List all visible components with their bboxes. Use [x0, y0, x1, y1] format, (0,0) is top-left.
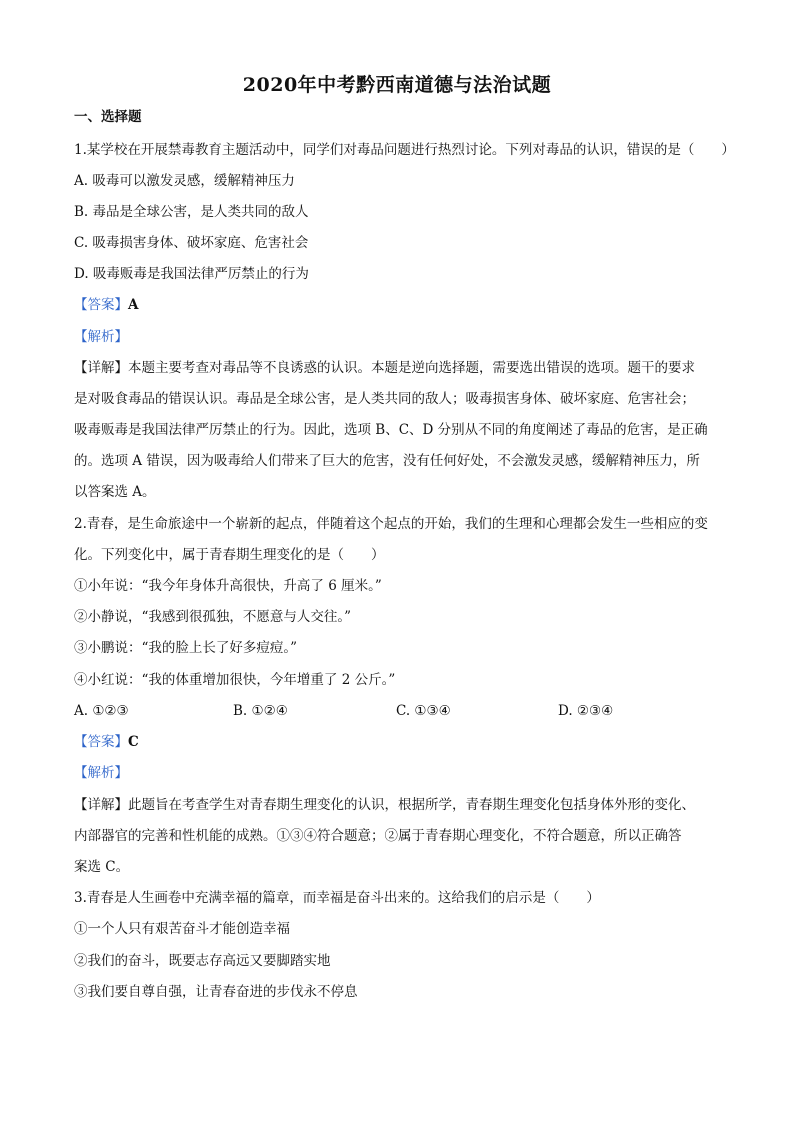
question-2-option-b: B. ①②④ [233, 703, 288, 719]
question-2-statement-1: ①小年说：“我今年身体升高很快，升高了 6 厘米。” [74, 578, 382, 594]
question-2-stem: 2.青春，是生命旅途中一个崭新的起点，伴随着这个起点的开始，我们的生理和心理都会发生一些相应的变 [74, 516, 708, 532]
question-1-option-c: C. 吸毒损害身体、破坏家庭、危害社会 [74, 235, 309, 251]
question-2-analysis-tag: 【解析】 [74, 765, 128, 781]
page-title: 2020年中考黔西南道德与法治试题 [242, 74, 552, 96]
detail-text: 本题主要考查对毒品等不良诱惑的认识。本题是逆向选择题，需要选出错误的选项。题干的要求 [128, 360, 695, 376]
question-2-statement-2: ②小静说，“我感到很孤独，不愿意与人交往。” [74, 609, 352, 625]
question-3-statement-3: ③我们要自尊自强，让青春奋进的步伐永不停息 [74, 984, 358, 1000]
question-2-option-a: A. ①②③ [74, 703, 129, 719]
question-1-detail-line: 吸毒贩毒是我国法律严厉禁止的行为。因此，选项 B、C、D 分别从不同的角度阐述了毒品的危害，是正确 [74, 422, 708, 438]
question-2-option-d: D. ②③④ [558, 703, 614, 719]
question-1-option-d: D. 吸毒贩毒是我国法律严厉禁止的行为 [74, 266, 309, 282]
detail-tag: 【详解】 [74, 797, 128, 813]
question-2-option-c: C. ①③④ [396, 703, 451, 719]
question-1-answer [74, 295, 138, 315]
question-3-statement-1: ①一个人只有艰苦奋斗才能创造幸福 [74, 921, 290, 937]
question-1-detail-line: 是对吸食毒品的错误认识。毒品是全球公害，是人类共同的敌人；吸毒损害身体、破坏家庭、危害社会； [74, 391, 695, 407]
answer-tag: 【答案】 [74, 297, 128, 313]
detail-text: 此题旨在考查学生对青春期生理变化的认识，根据所学，青春期生理变化包括身体外形的变化、 [128, 797, 695, 813]
question-1-detail-line [74, 358, 695, 378]
question-2-detail-line [74, 795, 695, 815]
question-2-detail-line: 案选 C。 [74, 859, 130, 875]
question-1-analysis-tag: 【解析】 [74, 329, 128, 345]
question-1-detail-line: 以答案选 A。 [74, 484, 156, 500]
question-3-stem: 3.青春是人生画卷中充满幸福的篇章，而幸福是奋斗出来的。这给我们的启示是（ ） [74, 890, 600, 906]
question-2-stem: 化。下列变化中，属于青春期生理变化的是（ ） [74, 547, 385, 563]
question-2-statement-3: ③小鹏说：“我的脸上长了好多痘痘。” [74, 640, 298, 656]
question-1-detail-line: 的。选项 A 错误，因为吸毒给人们带来了巨大的危害，没有任何好处，不会激发灵感，缓解精神压力，所 [74, 453, 700, 469]
section-heading: 一、选择题 [74, 109, 142, 125]
detail-tag: 【详解】 [74, 360, 128, 376]
question-1-option-a: A. 吸毒可以激发灵感，缓解精神压力 [74, 173, 295, 189]
question-1-option-b: B. 毒品是全球公害，是人类共同的敌人 [74, 204, 309, 220]
question-1-stem: 1.某学校在开展禁毒教育主题活动中，同学们对毒品问题进行热烈讨论。下列对毒品的认识，错误的是（ ） [74, 142, 735, 158]
answer-value: C [128, 734, 139, 750]
question-2-statement-4: ④小红说：“我的体重增加很快，今年增重了 2 公斤。” [74, 672, 396, 688]
question-2-answer [74, 732, 139, 752]
answer-value: A [128, 297, 139, 313]
question-2-detail-line: 内部器官的完善和性机能的成熟。①③④符合题意；②属于青春期心理变化，不符合题意，所以正确答 [74, 828, 682, 844]
answer-tag: 【答案】 [74, 734, 128, 750]
question-3-statement-2: ②我们的奋斗，既要志存高远又要脚踏实地 [74, 953, 331, 969]
